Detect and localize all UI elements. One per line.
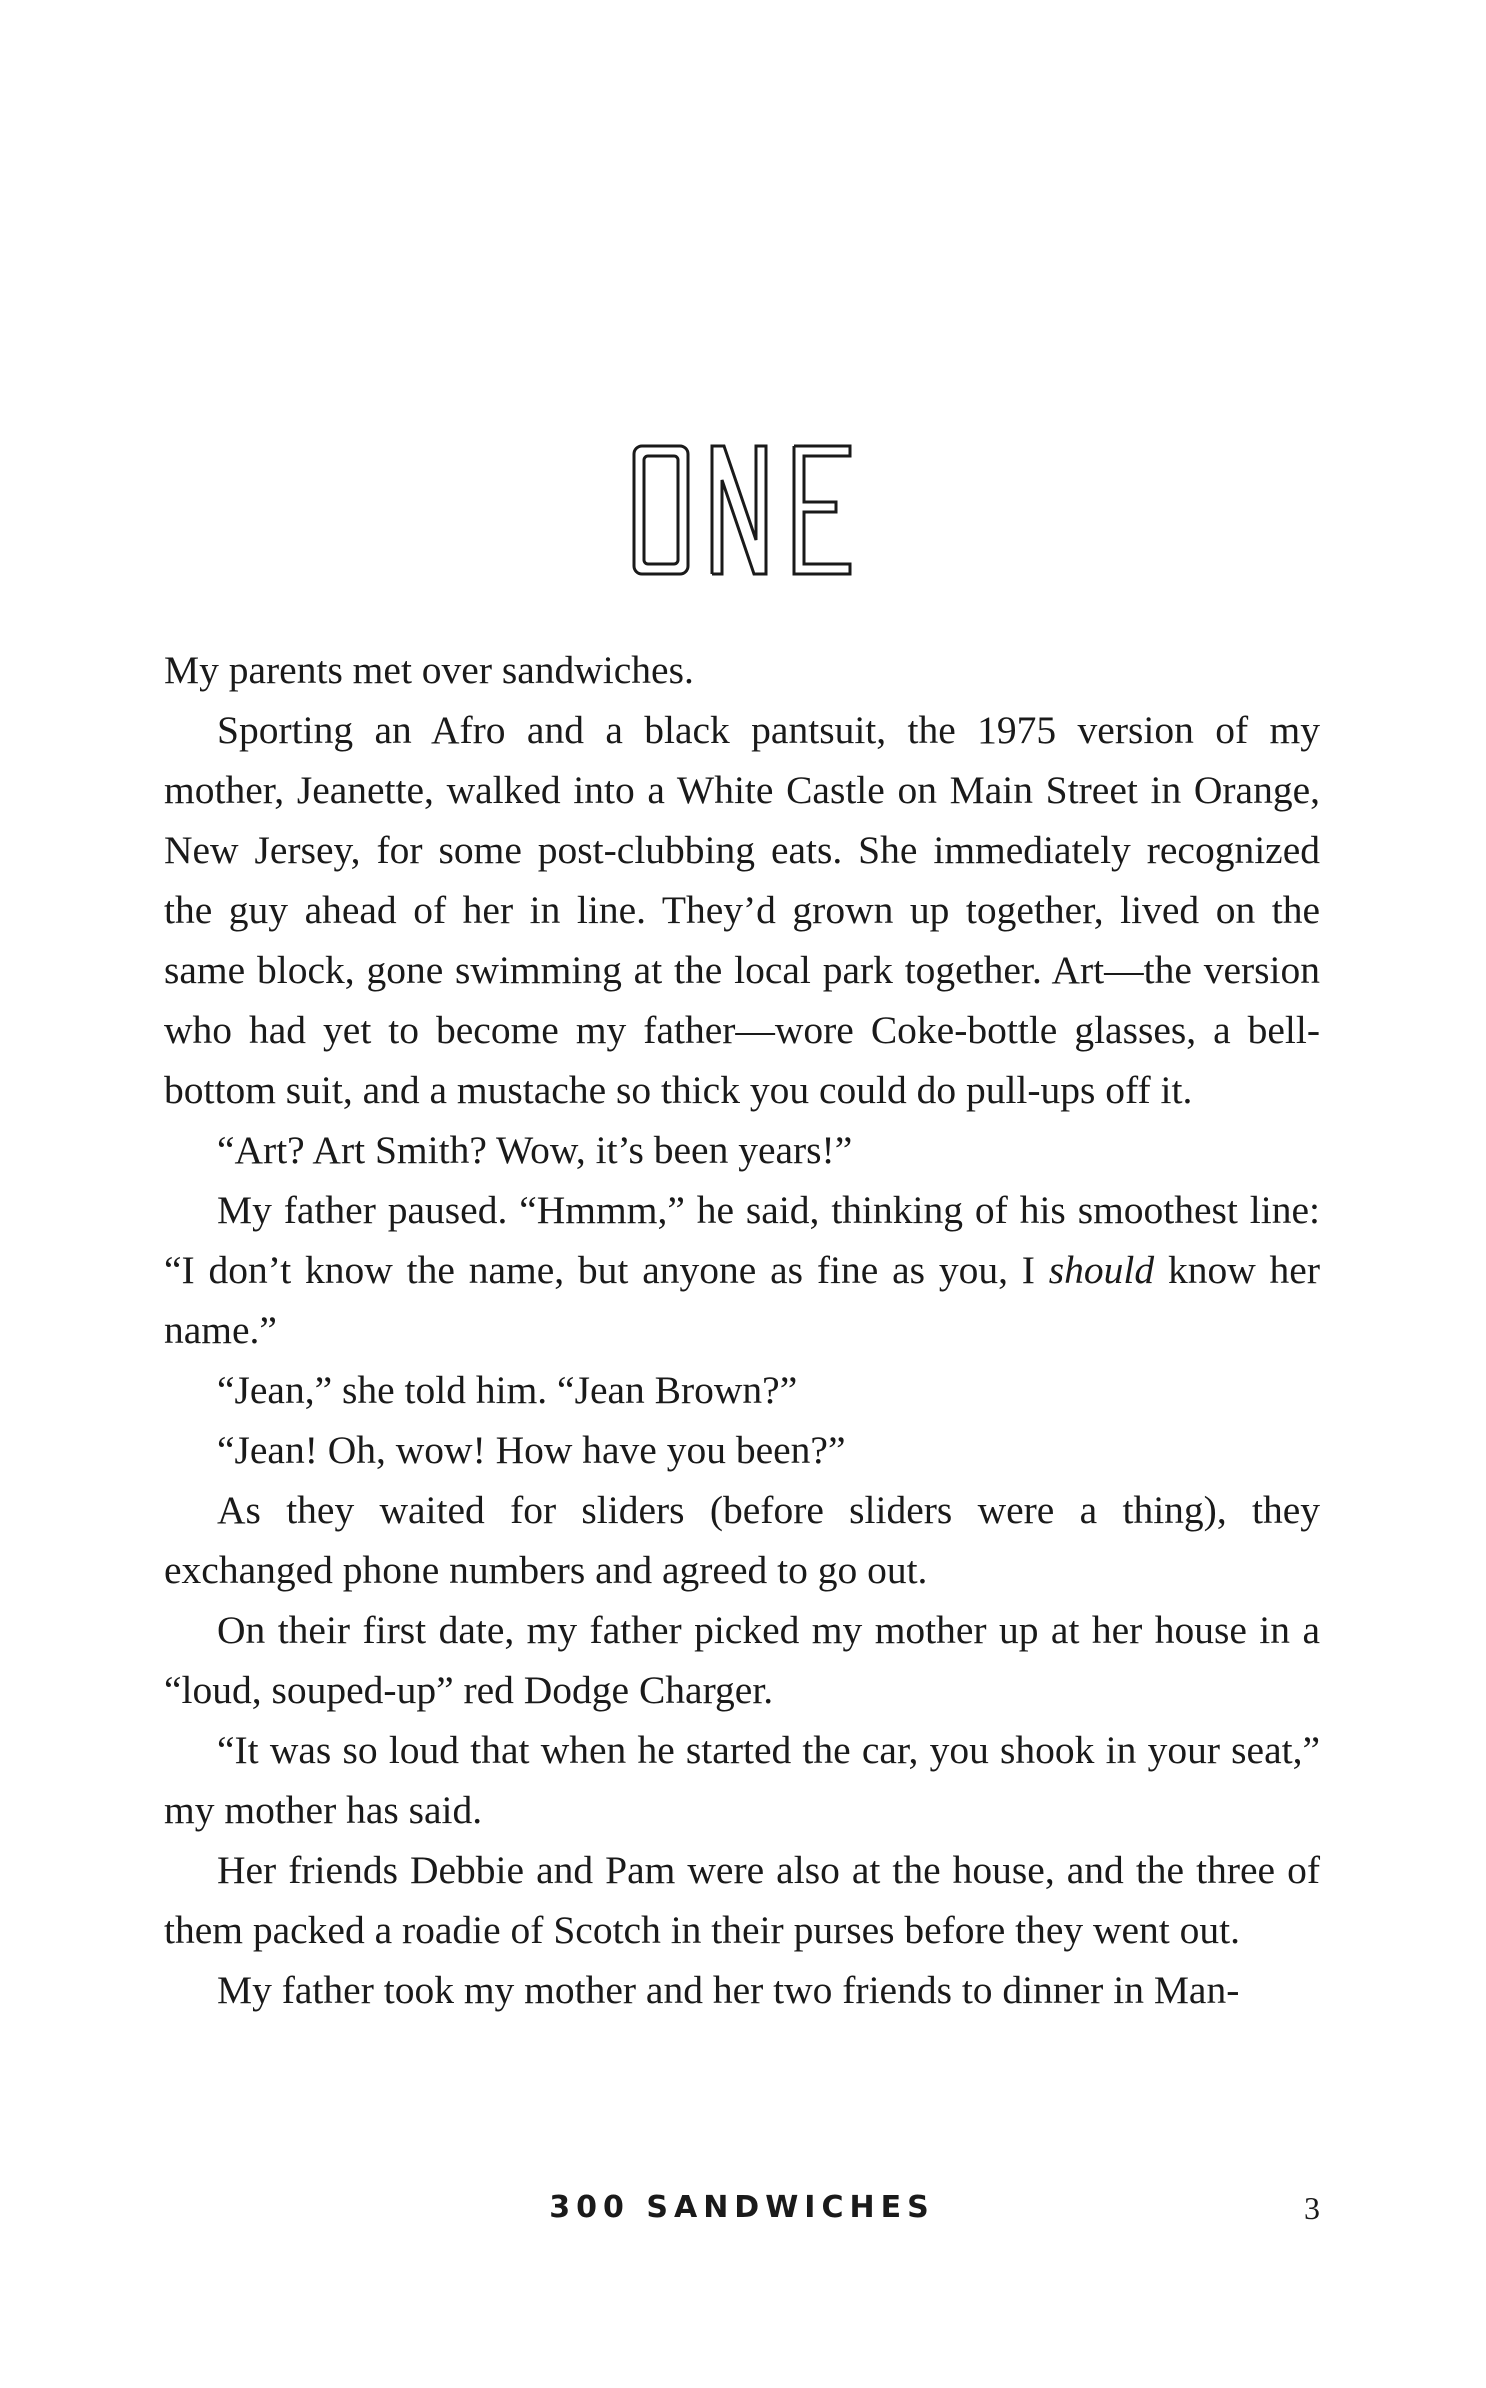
paragraph-2: Sporting an Afro and a black pantsuit, the 1975 version of my mother, Jeanette, walked into a White Castle on Main Street in Orange, New Jersey, for some post-clubbing eats. She immediately recognized the guy ahead of her in line. They’d grown up together, lived on the same block, gone swimming at the local park together. Art—the version who had yet to become my father—wore Coke-bottle glasses, a bell-bottom suit, and a mustache so thick you could do pull-ups off it. [164, 708, 1320, 1112]
paragraph-5: “Jean,” she told him. “Jean Brown?” [217, 1368, 798, 1412]
paragraph-6: “Jean! Oh, wow! How have you been?” [217, 1428, 846, 1472]
paragraph-1: My parents met over sandwiches. [164, 648, 694, 692]
running-title: 300 SANDWICHES [549, 2190, 935, 2225]
paragraph-7: As they waited for sliders (before sliders were a thing), they exchanged phone numbers and agreed to go out. [164, 1488, 1320, 1592]
body-text [164, 640, 1320, 2020]
paragraph-10: Her friends Debbie and Pam were also at the house, and the three of them packed a roadie of Scotch in their purses before they went out. [164, 1848, 1320, 1952]
page-footer [164, 2190, 1320, 2240]
page-number: 3 [1304, 2190, 1320, 2226]
chapter-heading [0, 440, 1486, 585]
paragraph-3: “Art? Art Smith? Wow, it’s been years!” [217, 1128, 853, 1172]
paragraph-4-before: My father paused. “Hmmm,” he said, thinking of his smoothest line: “I don’t know the name, but anyone as fine as you, I [164, 1188, 1320, 1292]
paragraph-4-emphasis: should [1048, 1248, 1155, 1292]
paragraph-9: “It was so loud that when he started the car, you shook in your seat,” my mother has said. [164, 1728, 1320, 1832]
paragraph-4 [164, 1180, 1320, 1360]
paragraph-8: On their first date, my father picked my mother up at her house in a “loud, souped-up” red Dodge Charger. [164, 1608, 1320, 1712]
paragraph-4-after: know her name.” [164, 1248, 1320, 1352]
paragraph-11: My father took my mother and her two friends to dinner in Man- [217, 1968, 1240, 2012]
chapter-title-ornamental-lettering [628, 440, 858, 580]
